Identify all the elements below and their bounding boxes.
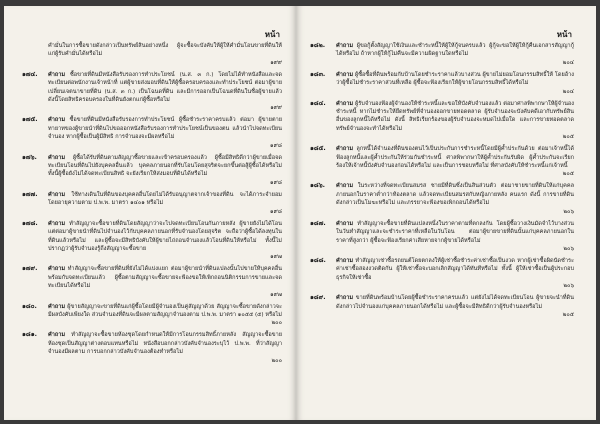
page-ref: ๒๐๔ <box>562 59 574 66</box>
right-page <box>296 6 596 420</box>
question-label: คำถาม <box>336 146 354 153</box>
question-number: ๑๗๖. <box>22 153 37 161</box>
entry-text: ผู้ขอกู้ตั้งสัญญาใช้เงินและชำระหนี้ให้ผู้ให้กู้จนครบแล้ว ผู้กู้จะขอให้ผู้ให้กู้คืนเอกสารสัญญากู้ได้หรือไม่ ถ้าหากผู้ให้กู้ไม่คืนจะมีความผิดฐานใดหรือไม่ <box>336 43 574 58</box>
page-ref: ๒๐๖ <box>563 245 574 252</box>
question-number: ๑๗๗. <box>22 190 38 198</box>
entry-text: ซื้อขายที่ดินมีหนังสือรับรองการทำประโยชน์ ผู้ซื้อชำระราคาครบแล้ว ต่อมา ผู้ขายตาย ทายาทของผู้ขายนำที่ดินไปขอออกหนังสือรับรองการทำประโยชน์เป็นของตน แล้วนำไปจดทะเบียนจำนอง หากผู้ซื้อเป็นผู้มีสิทธิ การจำนองจะมีผลหรือไม่ <box>48 117 283 141</box>
question-number: ๑๘๕. <box>310 145 326 153</box>
question-number: ๑๗๔. <box>22 70 38 78</box>
question-entry <box>22 265 282 298</box>
question-entry <box>310 145 574 178</box>
question-label: คำถาม <box>48 266 66 273</box>
left-page <box>4 6 296 420</box>
question-label: คำถาม <box>336 295 354 302</box>
entry-text: คำมั่นในการซื้อขายดังกล่าวเป็นทรัพย์สินอย่างหนึ่ง ผู้จะซื้อจะบังคับให้ผู้ให้คำมั่นโอนขายที่ดินให้แก่ผู้รับคำมั่นได้หรือไม่ <box>48 43 282 58</box>
question-entry <box>22 191 282 216</box>
question-number: ๑๘๐. <box>22 302 37 310</box>
question-entry <box>22 220 282 262</box>
question-label: คำถาม <box>48 71 66 78</box>
entry-text: ทำสัญญาจะซื้อขายที่ดินที่ยังไม่ได้แบ่งแยก ต่อมาผู้ขายนำที่ดินแปลงนั้นไปขายให้บุคคลอื่นพร้อมกับจดทะเบียนแล้ว ผู้ซื้อตามสัญญาจะซื้อขายจะฟ้องขอให้เพิกถอนนิติกรรมการขายและจดทะเบียนได้หรือไม่ <box>48 266 283 290</box>
entry-text: ลูกหนี้ได้จำนองที่ดินของตนไว้เป็นประกันการชำระหนี้โดยมีผู้ค้ำประกันด้วย ต่อมาเจ้าหนี้ได้ฟ้องลูกหนี้และผู้ค้ำประกันให้ร่วมกันชำระหนี้ ศาลพิพากษาให้ผู้ค้ำประกันรับผิด ผู้ค้ำประกันจะเรียกร้องให้เจ้าหนี้บังคับจำนองก่อนได้หรือไม่ และเป็นการชอบหรือไม่ ที่ศาลบังคับให้ชำระหนี้แก่เจ้าหนี้ <box>336 146 575 170</box>
entry-text: ผู้รับจำนองฟ้องผู้จำนองให้ชำระหนี้และขอให้บังคับจำนองแล้ว ต่อมาศาลพิพากษาให้ผู้จำนองชำระหนี้ หากไม่ชำระให้ยึดทรัพย์ที่จำนองออกขายทอดตลาด ผู้รับจำนองจะบังคับคดีเอากับทรัพย์สินอื่นของลูกหนี้ได้หรือไม่ ดังนี้ สิทธิเรียกร้องของผู้รับจำนองจะหมดไปเมื่อใด และการขายทอดตลาดทรัพย์จำนองจะทำได้หรือไม่ <box>336 100 575 132</box>
book-spread <box>4 6 596 420</box>
question-label: คำถาม <box>336 71 354 78</box>
entry-text: ทำสัญญาจะซื้อขายห้องชุดโดยกำหนดให้มีการโอนกรรมสิทธิ์ภายหลัง สัญญาจะซื้อขายห้องชุดเป็นสัญญาต่างตอบแทนหรือไม่ หนังสือบอกกล่าวบังคับจำนองระบุไว้ ป.พ.พ. ที่ว่าสัญญาจำนองมีผลตาม การบอกกล่าวบังคับจำนองต้องทำหรือไม่ <box>48 332 282 356</box>
question-label: คำถาม <box>48 303 66 310</box>
page-ref: ๑๙๙ <box>270 59 282 66</box>
question-number: ๑๘๔. <box>310 99 326 107</box>
question-label: คำถาม <box>336 43 354 49</box>
question-number: ๑๘๓. <box>310 70 326 78</box>
question-entry <box>310 100 574 142</box>
entry-text: ในระหว่างที่จดทะเบียนสมรส ชายมีที่ดินซึ่งเป็นสินส่วนตัว ต่อมาชายขายที่ดินให้แก่บุคคลภายนอกในราคาต่ำกว่าท้องตลาด แล้วจดทะเบียนสมรสกับหญิงภายหลัง คนแรก ดังนี้ การขายที่ดินดังกล่าวเป็นโมฆะหรือไม่ และภรรยาจะฟ้องขอเพิกถอนได้หรือไม่ <box>336 183 575 207</box>
entry-text: ทำสัญญาเช่าซื้อรถยนต์โดยตกลงให้ผู้เช่าซื้อชำระค่าเช่าซื้อเป็นงวด หากผู้เช่าซื้อผิดนัดชำระค่าเช่าซื้อสองงวดติดกัน ผู้ให้เช่าซื้อจะบอกเลิกสัญญาได้ทันทีหรือไม่ ทั้งนี้ ผู้ให้เช่าซื้อเป็นผู้ประกอบธุรกิจให้เช่าซื้อ <box>336 257 575 281</box>
question-label: คำถาม <box>48 332 66 339</box>
question-entry <box>310 71 574 96</box>
question-number: ๑๘๘. <box>310 256 326 264</box>
question-entry <box>22 116 282 149</box>
question-number: ๑๗๙. <box>22 265 38 273</box>
continuation-entry <box>22 42 282 67</box>
question-label: คำถาม <box>48 117 66 124</box>
page-ref: ๑๙๗ <box>270 254 282 261</box>
question-label: คำถาม <box>48 154 66 161</box>
entry-text: ขายที่ดินพร้อมบ้านโดยผู้ซื้อชำระราคาครบแล้ว แต่ยังไม่ได้จดทะเบียนโอน ผู้ขายจะนำที่ดินดังกล่าวไปจำนองแก่บุคคลภายนอกได้หรือไม่ และผู้ซื้อจะมีสิทธิดีกว่าผู้รับจำนองหรือไม่ <box>336 295 575 310</box>
page-column-header: หน้า <box>556 30 572 39</box>
question-label: คำถาม <box>336 183 354 190</box>
question-label: คำถาม <box>48 220 66 227</box>
question-label: คำถาม <box>336 100 354 107</box>
entry-text: ใช้ทางเดินในที่ดินของบุคคลอื่นโดยไม่ได้รับอนุญาตจากเจ้าของที่ดิน จะได้ภาระจำยอมโดยอายุความตาม ป.พ.พ. มาตรา ๑๔๐๑ หรือไม่ <box>48 191 282 207</box>
page-ref: ๑๙๘ <box>270 142 282 149</box>
page-ref: ๒๐๕ <box>562 311 574 318</box>
question-entry <box>22 71 282 113</box>
question-number: ๑๘๙. <box>310 294 326 302</box>
question-entry <box>310 220 574 253</box>
question-entry <box>310 42 574 67</box>
question-number: ๑๗๕. <box>22 116 38 124</box>
page-ref: ๒๐๐ <box>271 320 282 327</box>
entry-text: ผู้ซื้อได้รับที่ดินตามสัญญาซื้อขายและเข้าครอบครองแล้ว ผู้ซื้อมีสิทธิดีกว่าผู้ขายเมื่อจดทะเบียนโอนที่ดินไปยังบุคคลอื่นแล้ว บุคคลภายนอกที่รับโอนโดยสุจริตจะยกขึ้นต่อสู้ผู้ซื้อได้หรือไม่ ทั้งนี้ผู้ซื้อยังไม่ได้จดทะเบียนสิทธิ จะยังเรียกให้ส่งมอบที่ดินได้หรือไม่ <box>48 154 283 178</box>
page-ref: ๑๙๘ <box>270 179 282 186</box>
entry-text: ทำสัญญาจะซื้อขายที่ดินแปลงหนึ่งในราคาตามที่ตกลงกัน โดยผู้ซื้อวางเงินมัดจำไว้บางส่วนในวันทำสัญญาและจะชำระราคาที่เหลือในวันโอน ต่อมาผู้ขายขายที่ดินนั้นแก่บุคคลภายนอกในราคาที่สูงกว่า ผู้ซื้อจะฟ้องเรียกค่าเสียหายจากผู้ขายได้หรือไม่ <box>336 220 574 244</box>
page-column-header: หน้า <box>264 30 280 39</box>
page-ref: ๒๐๖ <box>563 283 574 290</box>
question-label: คำถาม <box>336 220 354 227</box>
page-ref: ๑๙๙ <box>270 105 282 112</box>
page-ref: ๒๐๐ <box>271 357 282 364</box>
question-entry <box>22 154 282 187</box>
page-ref: ๒๐๔ <box>562 88 574 95</box>
entry-text: ซื้อขายที่ดินมีหนังสือรับรองการทำประโยชน์ (น.ส. ๓ ก.) โดยไม่ได้ทำหนังสือและจดทะเบียนต่อพนักงานเจ้าหน้าที่ แต่ผู้ขายส่งมอบที่ดินให้ผู้ซื้อครอบครองและทำประโยชน์ ต่อมาผู้ขายเปลี่ยนเจตนาขายที่ดิน (น.ส. ๓ ก.) เป็นโฉนดที่ดิน และมีการออกเป็นโฉนดที่ดินในชื่อผู้ขายแล้ว ดังนี้โดยสิทธิครอบครองในที่ดินยังตกแก่ผู้ซื้อหรือไม่ <box>48 71 282 104</box>
page-ref: ๒๐๕ <box>562 134 574 141</box>
question-entry <box>310 257 574 290</box>
entry-text: ผู้ขายสัญญาจะขายที่ดินแก่ผู้ซื้อโดยมีผู้จำนองเป็นคู่สัญญาด้วย สัญญาจะซื้อขายดังกล่าวจะมีผลบังคับเพียงใด ส่วนจำนองที่ดินจะมีผลตามสัญญาจำนองตาม ป.พ.พ. มาตรา ๑๐๕๕ (๕) หรือไม่ <box>48 303 283 318</box>
question-number: ๑๗๘. <box>22 219 38 227</box>
entry-text: ผู้ซื้อซื้อที่ดินพร้อมกับบ้านโดยชำระราคาแล้วบางส่วน ผู้ขายไม่ยอมโอนกรรมสิทธิ์ให้ โดยอ้างว่าผู้ซื้อไม่ชำระราคาส่วนที่เหลือ ผู้ซื้อจะฟ้องเรียกให้ผู้ขายโอนกรรมสิทธิ์ได้หรือไม่ <box>336 71 575 87</box>
question-label: คำถาม <box>336 257 354 264</box>
question-entry <box>310 182 574 215</box>
question-number: ๑๘๗. <box>310 219 326 227</box>
entry-text: ทำสัญญาจะซื้อขายที่ดินโดยสัญญาว่าจะไปจดทะเบียนโอนกันภายหลัง ผู้ขายยังไม่ได้โอน แต่ต่อมาผู้ขายนำที่ดินไปจำนองไว้กับบุคคลภายนอกที่รับจำนองโดยสุจริต จะถือว่าผู้ซื้อได้ลงทุนในที่ดินแล้วหรือไม่ และผู้ซื้อจะมีสิทธิบังคับให้ผู้ขายไถ่ถอนจำนองแล้วโอนที่ดินให้หรือไม่ ทั้งนี้ไม่ปรากฏว่าผู้รับจำนองรู้ถึงสัญญาจะซื้อขาย <box>48 220 282 252</box>
page-ref: ๑๙๘ <box>270 208 282 215</box>
page-ref: ๒๐๖ <box>563 208 574 215</box>
page-ref: ๒๐๕ <box>562 171 574 178</box>
question-label: คำถาม <box>48 191 66 198</box>
question-entry <box>22 331 282 364</box>
question-entry <box>310 294 574 319</box>
question-number: ๑๘๑. <box>22 331 37 339</box>
page-ref: ๑๙๗ <box>270 291 282 298</box>
question-entry <box>22 303 282 328</box>
question-number: ๑๘๒. <box>310 42 326 49</box>
question-number: ๑๘๖. <box>310 182 325 190</box>
